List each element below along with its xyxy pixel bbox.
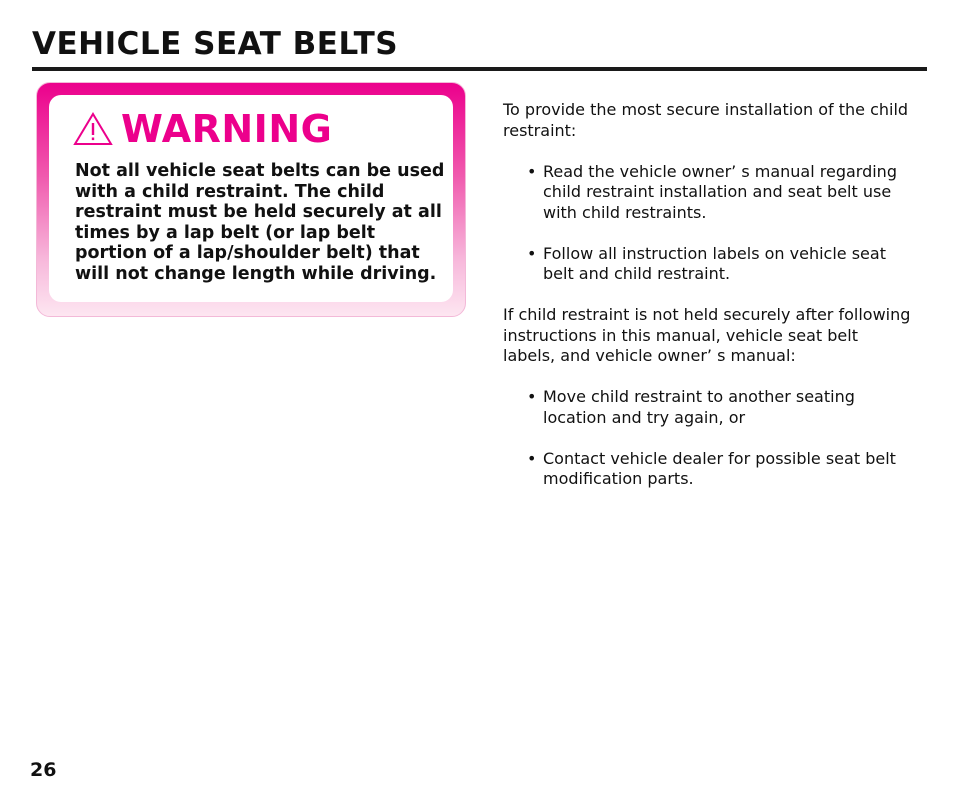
list-item-text: Contact vehicle dealer for possible seat belt modification parts.: [543, 448, 896, 488]
bullet-icon: •: [527, 387, 537, 406]
list-item: [503, 449, 913, 490]
list-item-text: Read the vehicle owner’ s manual regarding child restraint installation and seat belt use with child restraints.: [543, 161, 897, 222]
instructions-column: [503, 100, 913, 510]
title-divider: [32, 67, 927, 71]
intro-paragraph: To provide the most secure installation of the child restraint:: [503, 100, 909, 140]
list-item: [503, 162, 913, 224]
bullet-icon: •: [527, 161, 537, 181]
warning-panel: [49, 95, 453, 302]
list-item-text: Follow all instruction labels on vehicle seat belt and child restraint.: [543, 243, 886, 283]
page-number: 26: [30, 759, 57, 781]
page-title: VEHICLE SEAT BELTS: [32, 26, 399, 62]
bullet-icon: •: [527, 243, 537, 263]
warning-header: [73, 109, 332, 149]
remedy-steps-list: [503, 387, 913, 490]
warning-box: [36, 82, 466, 317]
bullet-icon: •: [527, 448, 537, 468]
warning-text: Not all vehicle seat belts can be used with a child restraint. The child restraint must be held securely at all times by a lap belt (or lap belt portion of a lap/shoulder belt) that will not change length while driving.: [75, 161, 445, 284]
warning-triangle-icon: [73, 112, 113, 146]
warning-title: WARNING: [121, 107, 333, 151]
list-item-text: Move child restraint to another seating location and try again, or: [543, 387, 855, 427]
installation-steps-list: [503, 162, 913, 285]
list-item: [503, 387, 913, 428]
list-item: [503, 244, 913, 285]
followup-paragraph: If child restraint is not held securely after following instructions in this manual, vehicle seat belt labels, and vehicle owner’ s manual:: [503, 305, 911, 365]
